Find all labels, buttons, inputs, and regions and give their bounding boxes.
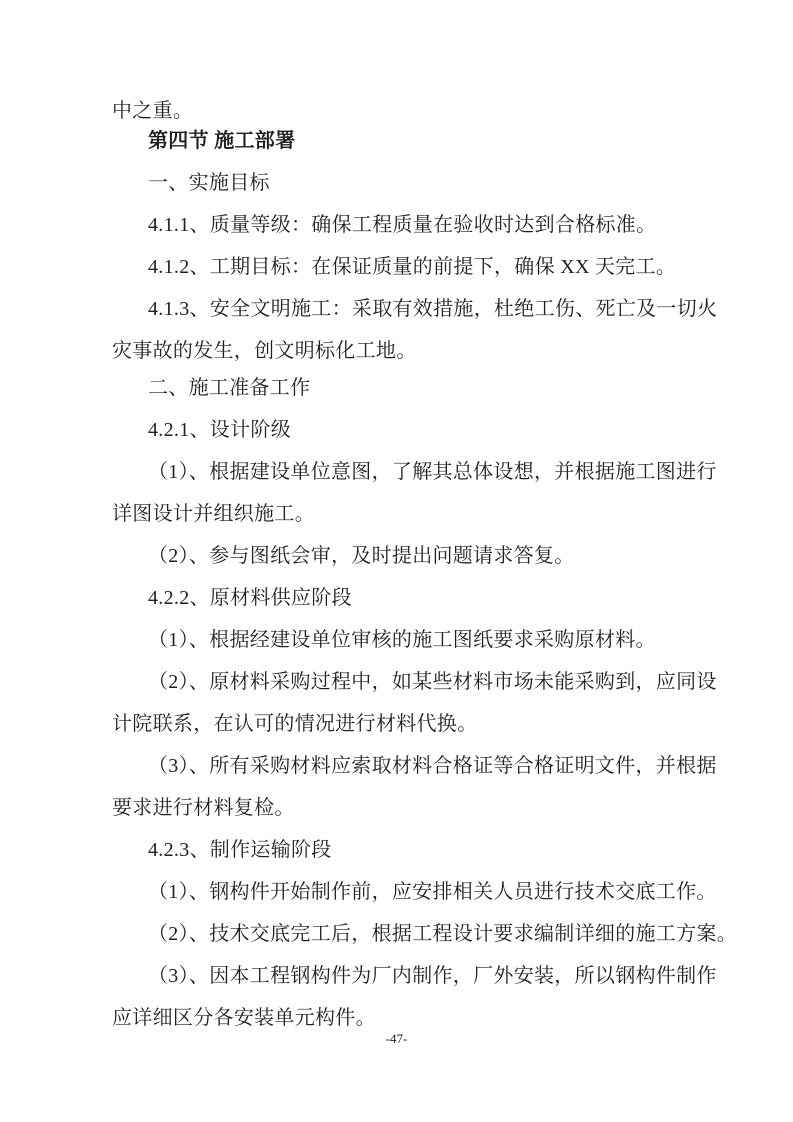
list-item: （3）、所有采购材料应索取材料合格证等合格证明文件，并根据 xyxy=(148,755,717,777)
numbered-item: 4.1.1、质量等级：确保工程质量在验收时达到合格标准。 xyxy=(148,214,657,236)
paragraph-continuation: 中之重。 xyxy=(112,100,194,122)
list-item: （3）、因本工程钢构件为厂内制作，厂外安装，所以钢构件制作 xyxy=(148,965,717,987)
list-item: （1）、根据经建设单位审核的施工图纸要求采购原材料。 xyxy=(148,629,656,651)
subsection-heading: 一、实施目标 xyxy=(148,172,270,194)
subsection-heading: 二、施工准备工作 xyxy=(148,377,311,399)
section-heading: 第四节 施工部署 xyxy=(148,130,296,152)
paragraph-continuation: 要求进行材料复检。 xyxy=(112,797,295,819)
page-footer xyxy=(0,1030,793,1048)
list-item: （2）、参与图纸会审，及时提出问题请求答复。 xyxy=(148,545,575,567)
numbered-item: 4.1.2、工期目标：在保证质量的前提下，确保 XX 天完工。 xyxy=(148,256,677,278)
list-item: （1）、根据建设单位意图，了解其总体设想，并根据施工图进行 xyxy=(148,461,717,483)
paragraph-continuation: 灾事故的发生，创文明标化工地。 xyxy=(112,340,417,362)
numbered-item: 4.2.3、制作运输阶段 xyxy=(148,839,332,861)
list-item: （1）、钢构件开始制作前，应安排相关人员进行技术交底工作。 xyxy=(148,881,717,903)
numbered-item: 4.2.2、原材料供应阶段 xyxy=(148,587,352,609)
list-item: （2）、技术交底完工后，根据工程设计要求编制详细的施工方案。 xyxy=(148,923,737,945)
list-item: （2）、原材料采购过程中，如某些材料市场未能采购到，应同设 xyxy=(148,671,717,693)
page-number: -47- xyxy=(385,1031,408,1046)
numbered-item: 4.1.3、安全文明施工：采取有效措施，杜绝工伤、死亡及一切火 xyxy=(148,298,718,320)
document-body xyxy=(112,90,737,1039)
paragraph-continuation: 计院联系，在认可的情况进行材料代换。 xyxy=(112,713,478,735)
paragraph-continuation: 应详细区分各安装单元构件。 xyxy=(112,1007,376,1029)
numbered-item: 4.2.1、设计阶级 xyxy=(148,419,291,441)
paragraph-continuation: 详图设计并组织施工。 xyxy=(112,503,315,525)
